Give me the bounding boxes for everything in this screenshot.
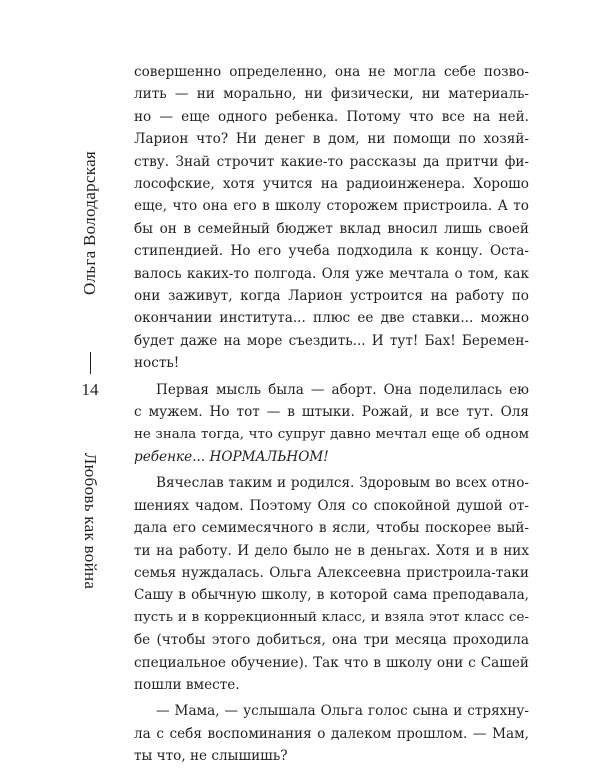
text-line: бы он в семейный бюджет вклад вносил лишь своей bbox=[134, 220, 529, 237]
text-line: с мужем. Но тот — в штыки. Рожай, и все тут. Оля bbox=[134, 404, 529, 421]
text-line: Ларион что? Ни денег в дом, ни помощи по хозяй- bbox=[134, 131, 529, 148]
page-body bbox=[134, 61, 529, 768]
text-line: ству. Знай строчит какие-то рассказы да притчи фи- bbox=[134, 153, 529, 170]
text-line: пошли вместе. bbox=[134, 676, 240, 693]
text-line: специальное обучение). Так что в школу они с Сашей bbox=[134, 654, 529, 671]
text-line: Сашу в обычную школу, в которой сама преподавала, bbox=[134, 587, 529, 604]
text-line: ла с себя воспоминания о далеком прошлом. — Мам, bbox=[134, 725, 529, 742]
text-line: бе (чтобы этого добиться, она три месяца проходила bbox=[134, 632, 529, 649]
running-header-book-title: Любовь как война bbox=[81, 452, 100, 590]
text-line: стипендией. Но его учеба подходила к концу. Оста- bbox=[134, 243, 529, 260]
text-line: ность! bbox=[134, 355, 180, 372]
text-line: но — еще одного ребенка. Потому что все на ней. bbox=[134, 108, 529, 125]
text-line: совершенно определенно, она не могла себе позво- bbox=[134, 64, 529, 80]
paragraph bbox=[134, 379, 529, 469]
page-sidebar bbox=[64, 82, 116, 622]
page-number: 14 bbox=[81, 380, 99, 399]
text-line: дала его семимесячного в ясли, чтобы поскорее вый- bbox=[134, 520, 529, 537]
text-line: лить — ни морально, ни физически, ни материаль- bbox=[134, 86, 529, 103]
text-line: пусть и в коррекционный класс, и взяла этот класс се- bbox=[134, 609, 529, 625]
text-line: Вячеслав таким и родился. Здоровым во всех отно- bbox=[156, 475, 529, 492]
text-line: не знала тогда, что супруг давно мечтал еще об одном bbox=[134, 426, 529, 442]
text-line: — Мама, — услышала Ольга голос сына и стряхну- bbox=[156, 703, 529, 720]
text-line: семья нуждалась. Ольга Алексеевна пристроила-таки bbox=[134, 564, 529, 581]
header-divider bbox=[90, 352, 91, 374]
running-header-author: Ольга Володарская bbox=[80, 150, 99, 296]
text-line: Первая мысль была — аборт. Она поделилась ею bbox=[156, 381, 529, 398]
text-line: ребенке... НОРМАЛЬНОМ! bbox=[134, 448, 329, 465]
text-line: они заживут, когда Ларион устроится на работу по bbox=[134, 288, 529, 305]
text-line: шениях чадом. Поэтому Оля со спокойной душой от- bbox=[134, 497, 529, 514]
text-line: ти на работу. И дело было не в деньгах. Хотя и в них bbox=[134, 542, 529, 559]
text-line: еще, что она его в школу сторожем пристроила. А то bbox=[134, 198, 529, 215]
text-line: будет даже на море съездить... И тут! Бах! Беремен- bbox=[134, 332, 529, 349]
paragraph bbox=[134, 61, 529, 375]
text-line: валось каких-то полгода. Оля уже мечтала о том, как bbox=[134, 265, 529, 282]
paragraph bbox=[134, 472, 529, 696]
text-line: окончании института... плюс ее две ставки... можно bbox=[134, 310, 529, 327]
paragraph bbox=[134, 700, 529, 767]
text-line: ты что, не слышишь? bbox=[134, 748, 288, 765]
text-line: лософские, хотя учится на радиоинженера. Хорошо bbox=[134, 176, 529, 193]
